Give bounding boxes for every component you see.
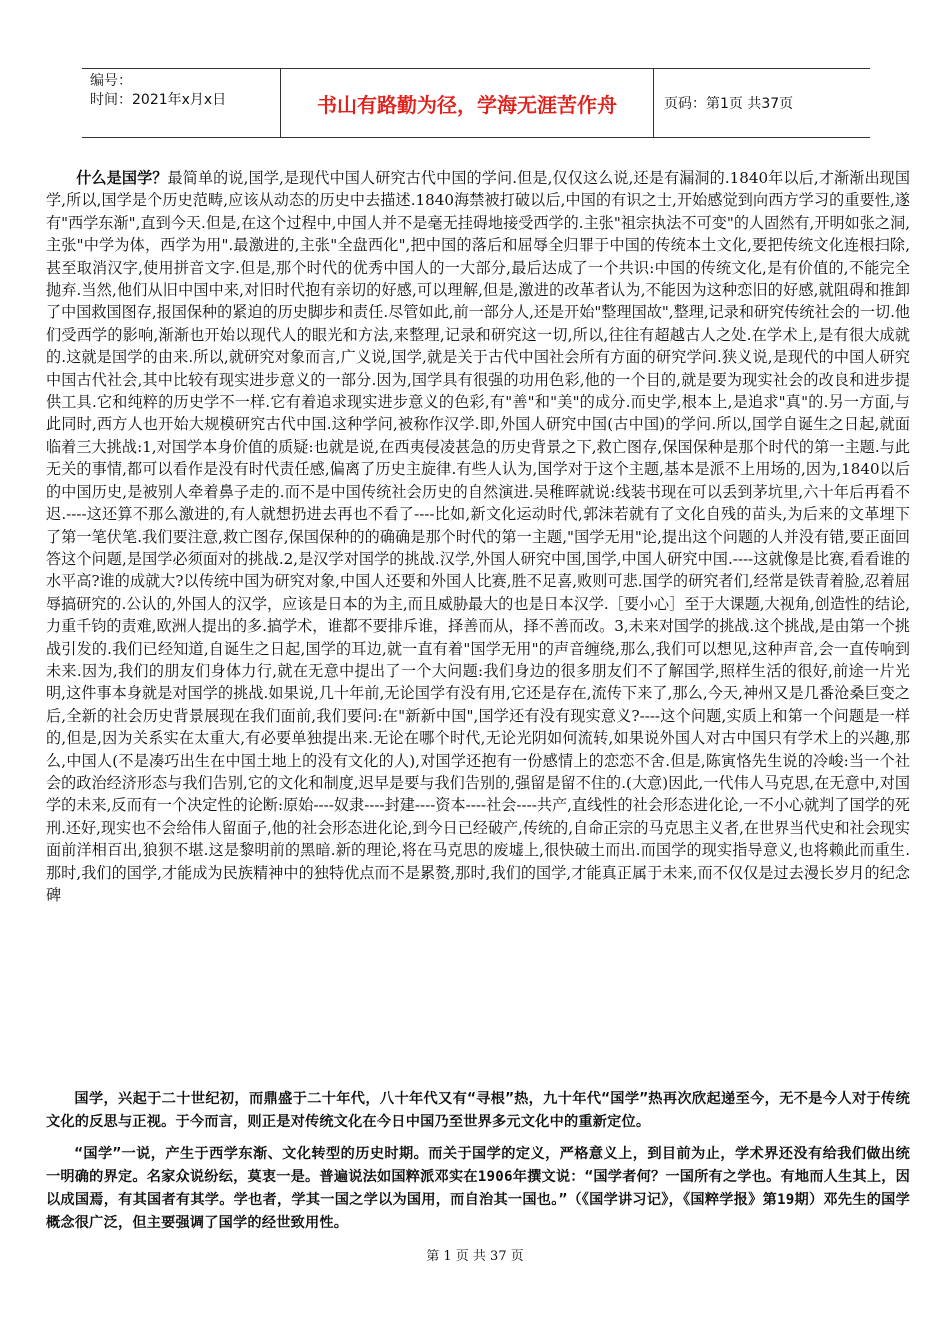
guoxue-intro-paragraph: 国学，兴起于二十世纪初，而鼎盛于二十年代，八十年代又有“寻根”热，九十年代“国学”热再次欣起递至今，无不是今人对于传统文化的反思与正视。于今而言，则正是对传统文化在今日中国乃至世界多元文化中的重新定位。 (46, 1091, 910, 1130)
document-number-label: 编号： (90, 73, 132, 89)
header-motto: 书山有路勤为径，学海无涯苦作舟 (280, 69, 654, 137)
document-time-label: 时间：2021年x月x日 (90, 92, 227, 108)
header-meta (82, 69, 280, 137)
header-page-info: 页码：第1页 共37页 (664, 96, 794, 112)
main-paragraph-text: 最简单的说,国学,是现代中国人研究古代中国的学问.但是,仅仅这么说,还是有漏洞的.1840年以后,才渐渐出现国学,所以,国学是个历史范畴,应该从动态的历史中去描述.1840海禁被打破以后,中国的有识之士,开始感觉到向西方学习的重要性,遂有"西学东渐",直到今天.但是,在这个过程中,中国人并不是毫无挂碍地接受西学的.主张"祖宗执法不可变"的人固然有,开明如张之洞,主张"中学为体，西学为用".最激进的,主张"全盘西化",把中国的落后和屈辱全归罪于中国的传统本土文化,要把传统文化连根扫除,甚至取消汉字,使用拼音文字.但是,那个时代的优秀中国人的一大部分,最后达成了一个共识:中国的传统文化,是有价值的,不能完全抛弃.当然,他们从旧中国中来,对旧时代抱有亲切的好感,可以理解,但是,激进的改革者认为,不能因为这种恋旧的好感,就阻碍和推卸了中国救国图存,报国保种的紧迫的历史脚步和责任.尽管如此,前一部分人,还是开始"整理国故",整理,记录和研究传统社会的一切.他们受西学的影响,渐渐也开始以现代人的眼光和方法,来整理,记录和研究这一切,所以,往往有超越古人之处.在学术上,是有很大成就的.这就是国学的由来.所以,就研究对象而言,广义说,国学,就是关于古代中国社会所有方面的研究学问.狭义说,是现代的中国人研究中国古代社会,其中比较有现实进步意义的一部分.因为,国学具有很强的功用色彩,他的一个目的,就是要为现实社会的改良和进步提供工具.它和纯粹的历史学不一样.它有着追求现实进步意义的色彩,有"善"和"美"的成分.而史学,根本上,是追求"真"的.另一方面,与此同时,西方人也开始大规模研究古代中国.这种学问,被称作汉学.即,外国人研究中国(古中国)的学问.所以,国学自诞生之日起,就面临着三大挑战:1,对国学本身价值的质疑:也就是说,在西夷侵凌甚急的历史背景之下,救亡图存,保国保种是那个时代的第一主题.与此无关的事情,都可以看作是没有时代责任感,偏离了历史主旋律.有些人认为,国学对于这个主题,基本是派不上用场的,因为,1840以后的中国历史,是被别人牵着鼻子走的.而不是中国传统社会历史的自然演进.吴稚晖就说:线装书现在可以丢到茅坑里,六十年后再看不迟.----这还算不那么激进的,有人就想扔进去再也不看了----比如,新文化运动时代,郭沫若就有了文化自残的苗头,为后来的文革埋下了第一笔伏笔.我们要注意,救亡图存,保国保种的的确确是那个时代的第一主题,"国学无用"论,提出这个问题的人并没有错,要正面回答这个问题,是国学必须面对的挑战.2,是汉学对国学的挑战.汉学,外国人研究中国,国学,中国人研究中国.----这就像是比赛,看看谁的水平高?谁的成就大?以传统中国为研究对象,中国人还要和外国人比赛,胜不足喜,败则可悲.国学的研究者们,经常是铁青着脸,忍着屈辱搞研究的.公认的,外国人的汉学，应该是日本的为主,而且威胁最大的也是日本汉学.［要小心］至于大课题,大视角,创造性的结论,力重千钧的责难,欧洲人提出的多.搞学术，谁都不要排斥谁，择善而从，择不善而改。3,未来对国学的挑战.这个挑战,是由第一个挑战引发的.我们已经知道,自诞生之日起,国学的耳边,就一直有着"国学无用"的声音缠绕,那么,我们可以想见,这种声音,会一直传响到未来.因为,我们的朋友们身体力行,就在无意中提出了一个大问题:我们身边的很多朋友们不了解国学,照样生活的很好,前途一片光明,这件事本身就是对国学的挑战.如果说,几十年前,无论国学有没有用,它还是存在,流传下来了,那么,今天,神州又是几番沧桑巨变之后,全新的社会历史背景展现在我们面前,我们要问:在"新新中国",国学还有没有现实意义?----这个问题,实质上和第一个问题是一样的,但是,因为关系实在太重大,有必要单独提出来.无论在哪个时代,无论光阴如何流转,如果说外国人对古中国只有学术上的兴趣,那么,中国人(不是凑巧出生在中国土地上的没有文化的人),对国学还抱有一份感情上的恋恋不舍.但是,陈寅恪先生说的冷峻:当一个社会的政治经济形态与我们告别,它的文化和制度,迟早是要与我们告别的,强留是留不住的.(大意)因此,一代伟人马克思,在无意中,对国学的未来,反而有一个决定性的论断:原始----奴隶----封建----资本----社会----共产,直线性的社会形态进化论,一不小心就判了国学的死刑.还好,现实也不会给伟人留面子,他的社会形态进化论,到今日已经破产,传统的,自命正宗的马克思主义者,在世界当代史和社会现实面前洋相百出,狼狈不堪.这是黎明前的黑暗.新的理论,将在马克思的废墟上,很快破土而出.而国学的现实指导意义,也将赖此而重生.那时,我们的国学,才能成为民族精神中的独特优点而不是累赘,那时,我们的国学,才能真正属于未来,而不仅仅是过去漫长岁月的纪念碑 (46, 169, 910, 904)
lead-question: 什么是国学？ (76, 169, 168, 187)
main-paragraph (46, 167, 910, 906)
guoxue-definition-paragraph: “国学”一说，产生于西学东渐、文化转型的历史时期。而关于国学的定义，严格意义上，到目前为止，学术界还没有给我们做出统一明确的界定。名家众说纷纭，莫衷一是。普遍说法如国粹派邓实在1906年撰文说：“国学者何？一国所有之学也。有地而人生其上，因以成国焉，有其国者有其学。学也者，学其一国之学以为国用，而自治其一国也。”（《国学讲习记》，《国粹学报》第19期）邓先生的国学概念很广泛，但主要强调了国学的经世致用性。 (46, 1146, 910, 1231)
page-header (82, 68, 870, 138)
page-footer: 第 1 页 共 37 页 (426, 1249, 524, 1264)
